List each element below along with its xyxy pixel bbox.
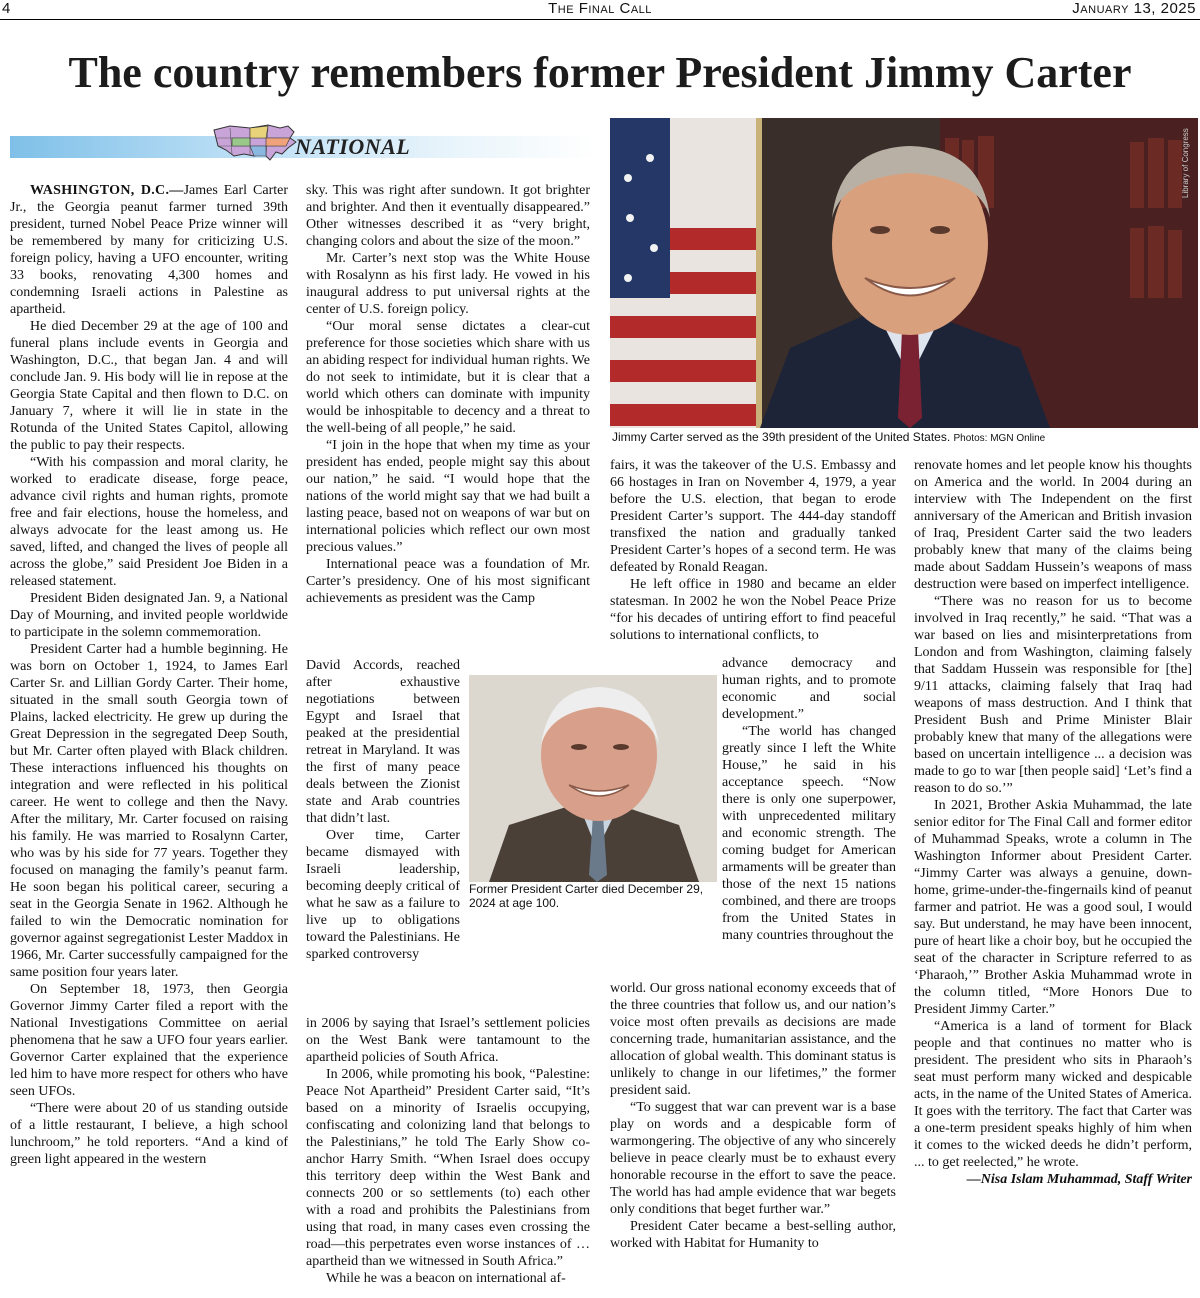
article-paragraph: advance democracy and human rights, and to promote economic and social development.” <box>722 656 896 722</box>
article-paragraph: In 2006, while promoting his book, “Palestine: Peace Not Apartheid” President Carter said, “It’s based on a minority of Israelis occupying, confiscating and colonizing land that belongs to the Palestinians,” he told The Early Show co-anchor Harry Smith. “When Israel does occupy this territory deep within the West Bank and connects 200 or so settlements (to) each other with a road and prohibits the Palestinians from using that road, in many cases even crossing the road—this perpetrates even worse instances of … apartheid than we witnessed in South Africa.” <box>306 1067 590 1269</box>
article-paragraph: Mr. Carter’s next stop was the White House with Rosalynn as his first lady. He vowed in his inaugural address to put universal rights at the center of U.S. foreign policy. <box>306 251 590 317</box>
article-paragraph: President Biden designated Jan. 9, a National Day of Mourning, and invited people worldwide to participate in the solemn commemoration. <box>10 591 288 640</box>
article-paragraph: “With his compassion and moral clarity, he worked to eradicate disease, forge peace, advance civil rights and human rights, promote free and fair elections, house the homeless, and always advocate for the least among us. He saved, lifted, and changed the lives of people all across the globe,” said President Joe Biden in a released statement. <box>10 455 288 589</box>
article-paragraph: President Carter had a humble beginning. He was born on October 1, 1924, to James Earl Carter Sr. and Lillian Gordy Carter. Their home, situated in the small south Georgia town of Plains, lacked electricity. He grew up during the Great Depression in the segregated Deep South, but Mr. Carter often played with Black children. These interactions influenced his thoughts on integration and were reflected in his political career. He went to college and then the Navy. After the military, Mr. Carter focused on raising his family. He was married to Rosalynn Carter, who was by his side for 77 years. Together they focused on managing the family’s peanut farm. He soon began his political career, securing a seat in the Georgia Senate in 1962. Although he failed to win the Democratic nomination for governor against segregationist Lester Maddox in 1966, Mr. Carter successfully campaigned for the same position four years later. <box>10 642 288 980</box>
paper-name: The Final Call <box>548 0 652 17</box>
article-paragraph: Over time, Carter became dismayed with Israeli leadership, becoming deeply critical of what he saw as a failure to live up to obligations toward the Palestinians. He sparked controversy <box>306 828 460 962</box>
photo-credit: Photos: MGN Online <box>953 433 1046 444</box>
photo-watermark: Library of Congress <box>1181 128 1190 198</box>
byline: —Nisa Islam Muhammad, Staff Writer <box>966 1172 1192 1187</box>
page-number: 4 <box>2 0 11 17</box>
article-paragraph: International peace was a foundation of Mr. Carter’s presidency. One of his most significant achievements as president was the Camp <box>306 557 590 606</box>
us-map-icon <box>210 120 302 164</box>
section-banner <box>10 120 596 166</box>
article-paragraph: in 2006 by saying that Israel’s settlement policies on the West Bank were tantamount to the apartheid policies of South Africa. <box>306 1016 590 1065</box>
main-caption-text: Jimmy Carter served as the 39th president of the United States. <box>612 430 951 444</box>
inset-photo <box>469 675 717 882</box>
article-column-2-narrow <box>306 657 460 1015</box>
article-paragraph: WASHINGTON, D.C.—James Earl Carter Jr., the Georgia peanut farmer turned 39th president, turned Nobel Peace Prize winner will be remembered by many for criticizing U.S. foreign policy, having a UFO encounter, writing 33 books, renovating 4,300 homes and condemning Israeli actions in Palestine as apartheid. <box>10 183 288 317</box>
article-paragraph: In 2021, Brother Askia Muhammad, the late senior editor for The Final Call and former editor of Muhammad Speaks, wrote a column in The Washington Informer about President Carter. “Jimmy Carter was always a genuine, down-home, grime-under-the-fingernails kind of peanut farmer and patriot. He was a good soul, I would say. But understand, he may have been innocent, pure of heart like a choir boy, but he occupied the seat of the character in Scripture referred to as ‘Pharaoh,’” Brother Askia Muhammad wrote in the column titled, “More Honors Due to President Jimmy Carter.” <box>914 798 1192 1017</box>
article-column-1 <box>10 182 288 1294</box>
article-paragraph: “There were about 20 of us standing outside of a little restaurant, I believe, a high school lunchroom,” he told reporters. “And a kind of green light appeared in the western <box>10 1101 288 1167</box>
article-paragraph: He died December 29 at the age of 100 and funeral plans include events in Georgia and Washington, D.C., that began Jan. 4 and will conclude Jan. 9. His body will lie in repose at the Georgia State Capital and then flown to D.C. on January 7, where it will lie in state in the Rotunda of the United States Capitol, allowing the public to pay their respects. <box>10 319 288 453</box>
article-paragraph: world. Our gross national economy exceeds that of the three countries that follow us, and our nation’s voice most often prevails as decisions are made concerning trade, humanitarian assistance, and the allocation of global wealth. This dominant status is unlikely to change in our lifetimes,” the former president said. <box>610 981 896 1098</box>
section-label: NATIONAL <box>295 134 411 159</box>
main-photo-caption <box>612 430 1198 446</box>
dateline: WASHINGTON, D.C.— <box>30 183 184 198</box>
page-header <box>0 0 1200 20</box>
article-paragraph: President Cater became a best-selling author, worked with Habitat for Humanity to <box>610 1219 896 1251</box>
article-paragraph: “There was no reason for us to become involved in Iraq recently,” he said. “That was a war based on lies and misinterpretations from London and from Washington, claiming falsely that Saddam Hussein was responsible for [the] 9/11 attacks, claiming falsely that Iraq had weapons of mass destruction. And I think that President Bush and Prime Minister Blair probably knew that many of the allegations were based on uncertain intelligence ... a decision was made to go to war [then people said] ‘Let’s find a reason to do so.’” <box>914 594 1192 796</box>
article-paragraph: “America is a land of torment for Black people and that continues no matter who is president. The president who sits in Pharaoh’s seat must perform many wicked and despicable acts, in the name of the United States of America. It goes with the territory. The fact that Carter was a one-term president speaks highly of him when it comes to the wicked deeds he didn’t perform, ... to get reelected,” he wrote. <box>914 1019 1192 1170</box>
article-paragraph: He left office in 1980 and became an elder statesman. In 2002 he won the Nobel Peace Prize “for his decades of untiring effort to find peaceful solutions to international conflicts, to <box>610 577 896 643</box>
headline: The country remembers former President Jimmy Carter <box>68 48 1132 97</box>
issue-date: January 13, 2025 <box>1072 0 1196 17</box>
article-paragraph: David Accords, reached after exhaustive negotiations between Egypt and Israel that peaked at the presidential retreat in Maryland. It was the first of many peace deals between the Zionist state and Arab countries that didn’t last. <box>306 658 460 826</box>
article-column-4 <box>914 457 1192 1294</box>
article-paragraph: “To suggest that war can prevent war is a base play on words and a despicable form of warmongering. The objective of any who sincerely believe in peace clearly must be to exhaust every honorable recourse in the effort to save the peace. The world has had ample evidence that war begets only conditions that beget further war.” <box>610 1100 896 1217</box>
main-photo <box>610 118 1198 428</box>
article-paragraph: “I join in the hope that when my time as your president has ended, people might say this about our nation,” he said. “I would hope that the nations of the world might say that we had built a lasting peace, based not on weapons of war but on international policies which reflect our own most precious values.” <box>306 438 590 555</box>
article-paragraph: On September 18, 1973, then Georgia Governor Jimmy Carter filed a report with the National Investigations Committee on aerial phenomena that he saw a UFO four years earlier. Governor Carter explained that the experience led him to have more respect for others who have seen UFOs. <box>10 982 288 1099</box>
article-column-3-top <box>610 457 896 655</box>
article-column-3-bottom <box>610 980 896 1294</box>
article-paragraph: “Our moral sense dictates a clear-cut preference for those societies which share with us an abiding respect for individual human rights. We do not seek to intimidate, but it is clear that a world which others can dominate with impunity would be inhospitable to decency and a threat to the well-being of all people,” he said. <box>306 319 590 436</box>
article-column-2-bottom <box>306 1015 590 1294</box>
article-paragraph: renovate homes and let people know his thoughts on America and the world. In 2004 during an interview with The Independent on the first anniversary of the American and British invasion of Iraq, President Carter said the two leaders probably knew that many of the claims being made about Saddam Hussein’s weapons of mass destruction were based on imperfect intelligence. <box>914 458 1192 592</box>
article-paragraph: sky. This was right after sundown. It got brighter and brighter. And then it eventually disappeared.” Other witnesses described it as “very bright, changing colors and about the size of the moon.” <box>306 183 590 249</box>
article-column-3-narrow <box>722 655 896 980</box>
inset-photo-caption: Former President Carter died December 29, 2024 at age 100. <box>469 882 704 910</box>
article-paragraph: While he was a beacon on international af- <box>326 1271 566 1286</box>
carter-elderly-image <box>469 675 717 882</box>
article-column-2-top <box>306 182 590 657</box>
carter-portrait-image <box>610 118 1198 428</box>
article-paragraph: “The world has changed greatly since I left the White House,” he said in his acceptance speech. “Now there is only one superpower, with unprecedented military and economic strength. The coming budget for American armaments will be greater than those of the next 15 nations combined, and there are troops from the United States in many countries throughout the <box>722 724 896 943</box>
article-paragraph: fairs, it was the takeover of the U.S. Embassy and 66 hostages in Iran on November 4, 1979, a year before the U.S. election, that began to erode President Carter’s support. The 444-day standoff transfixed the nation and gradually tanked President Carter’s hopes of a second term. He was defeated by Ronald Reagan. <box>610 458 896 575</box>
